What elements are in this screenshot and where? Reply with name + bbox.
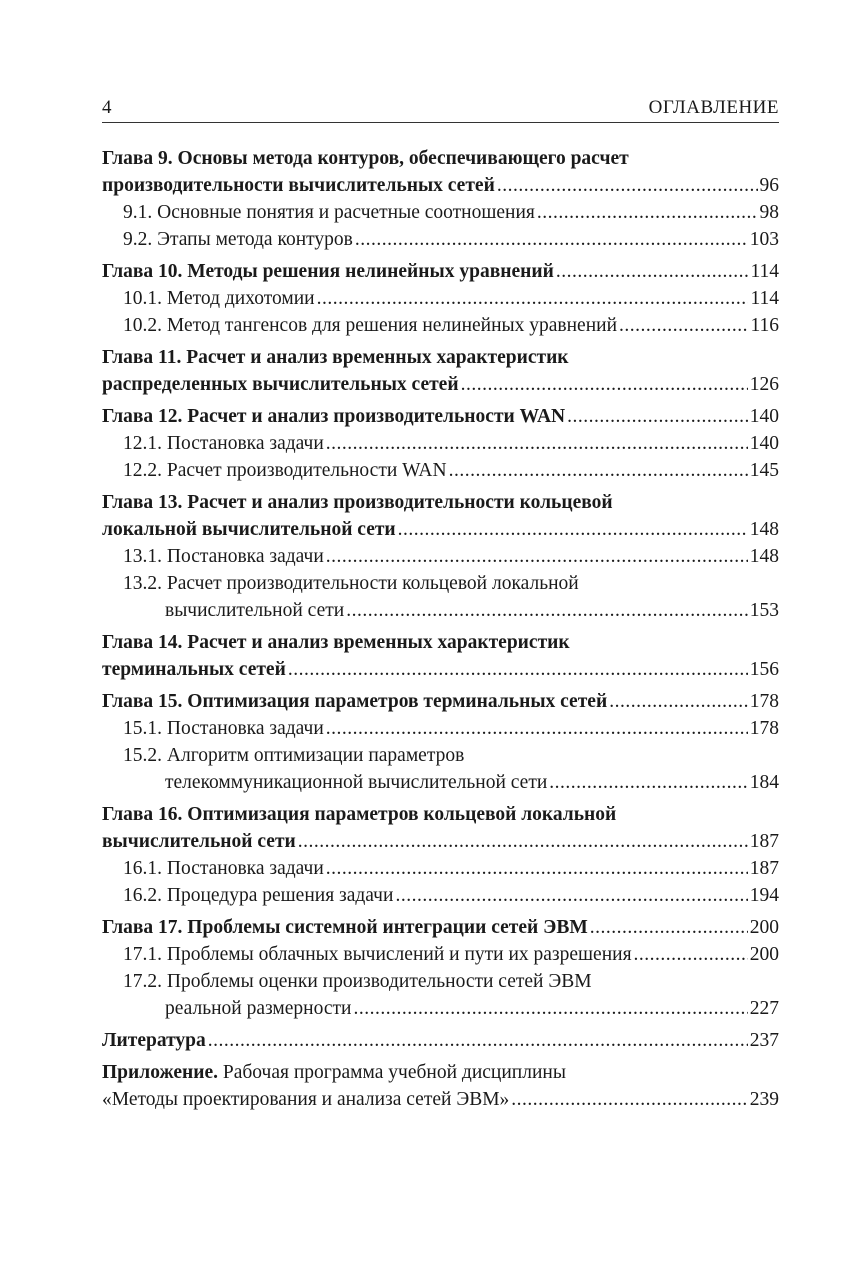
toc-section-13-2: 13.2. Расчет производительности кольцевой локальной вычислительной сети ..... 153 (102, 570, 779, 624)
leader-dots (326, 855, 748, 882)
toc-appendix: Приложение. Рабочая программа учебной дисциплины «Методы проектирования и анализа сетей ЭВМ» ..... 239 (102, 1059, 779, 1113)
toc-section-17-2: 17.2. Проблемы оценки производительности сетей ЭВМ реальной размерности ..... 227 (102, 968, 779, 1022)
leader-dots (355, 226, 748, 253)
toc-chapter-12: Глава 12. Расчет и анализ производительности WAN ..... 140 (102, 403, 779, 430)
leader-dots (511, 1086, 747, 1113)
leader-dots (497, 172, 758, 199)
toc-literature: Литература ..... 237 (102, 1027, 779, 1054)
toc-section-13-1: 13.1. Постановка задачи ..... 148 (102, 543, 779, 570)
leader-dots (326, 543, 748, 570)
toc-chapter-15: Глава 15. Оптимизация параметров терминальных сетей ..... 178 (102, 688, 779, 715)
leader-dots (449, 457, 748, 484)
leader-dots (537, 199, 758, 226)
toc-chapter-9 (102, 145, 779, 199)
header-title: ОГЛАВЛЕНИЕ (648, 97, 779, 118)
leader-dots (398, 516, 748, 543)
toc-section-10-2: 10.2. Метод тангенсов для решения нелинейных уравнений ..... 116 (102, 312, 779, 339)
leader-dots (208, 1027, 748, 1054)
toc-section-10-1: 10.1. Метод дихотомии ..... 114 (102, 285, 779, 312)
toc-section-17-1: 17.1. Проблемы облачных вычислений и пути их разрешения ..... 200 (102, 941, 779, 968)
toc-chapter-10: Глава 10. Методы решения нелинейных уравнений ..... 114 (102, 258, 779, 285)
toc-section-15-2: 15.2. Алгоритм оптимизации параметров телекоммуникационной вычислительной сети ..... 184 (102, 742, 779, 796)
toc-page-number: 96 (759, 175, 779, 196)
leader-dots (353, 995, 747, 1022)
leader-dots (461, 371, 748, 398)
leader-dots (609, 688, 748, 715)
toc-chapter-9-line2: производительности вычислительных сетей (102, 175, 495, 196)
leader-dots (326, 715, 748, 742)
leader-dots (590, 914, 748, 941)
leader-dots (567, 403, 748, 430)
toc-chapter-13: Глава 13. Расчет и анализ производительности кольцевой локальной вычислительной сети ..... 148 (102, 489, 779, 543)
toc-section-12-2: 12.2. Расчет производительности WAN ..... 145 (102, 457, 779, 484)
leader-dots (346, 597, 748, 624)
toc-chapter-11: Глава 11. Расчет и анализ временных характеристик распределенных вычислительных сетей ..... 126 (102, 344, 779, 398)
running-header (102, 96, 779, 123)
leader-dots (549, 769, 747, 796)
toc-section-16-2: 16.2. Процедура решения задачи ..... 194 (102, 882, 779, 909)
toc-section-12-1: 12.1. Постановка задачи ..... 140 (102, 430, 779, 457)
leader-dots (317, 285, 749, 312)
toc-chapter-14: Глава 14. Расчет и анализ временных характеристик терминальных сетей ..... 156 (102, 629, 779, 683)
toc-section-9-1: 9.1. Основные понятия и расчетные соотношения ..... 98 (102, 199, 779, 226)
toc-chapter-17: Глава 17. Проблемы системной интеграции сетей ЭВМ ..... 200 (102, 914, 779, 941)
toc-section-15-1: 15.1. Постановка задачи ..... 178 (102, 715, 779, 742)
toc-chapter-9-line1: Глава 9. Основы метода контуров, обеспечивающего расчет (102, 148, 629, 169)
leader-dots (395, 882, 747, 909)
leader-dots (634, 941, 748, 968)
leader-dots (619, 312, 748, 339)
table-of-contents (102, 145, 779, 1113)
document-page (102, 96, 779, 1113)
leader-dots (326, 430, 748, 457)
toc-section-9-2: 9.2. Этапы метода контуров ..... 103 (102, 226, 779, 253)
toc-section-16-1: 16.1. Постановка задачи ..... 187 (102, 855, 779, 882)
page-number: 4 (102, 97, 112, 118)
leader-dots (288, 656, 748, 683)
toc-chapter-16: Глава 16. Оптимизация параметров кольцевой локальной вычислительной сети ..... 187 (102, 801, 779, 855)
leader-dots (298, 828, 748, 855)
leader-dots (556, 258, 749, 285)
